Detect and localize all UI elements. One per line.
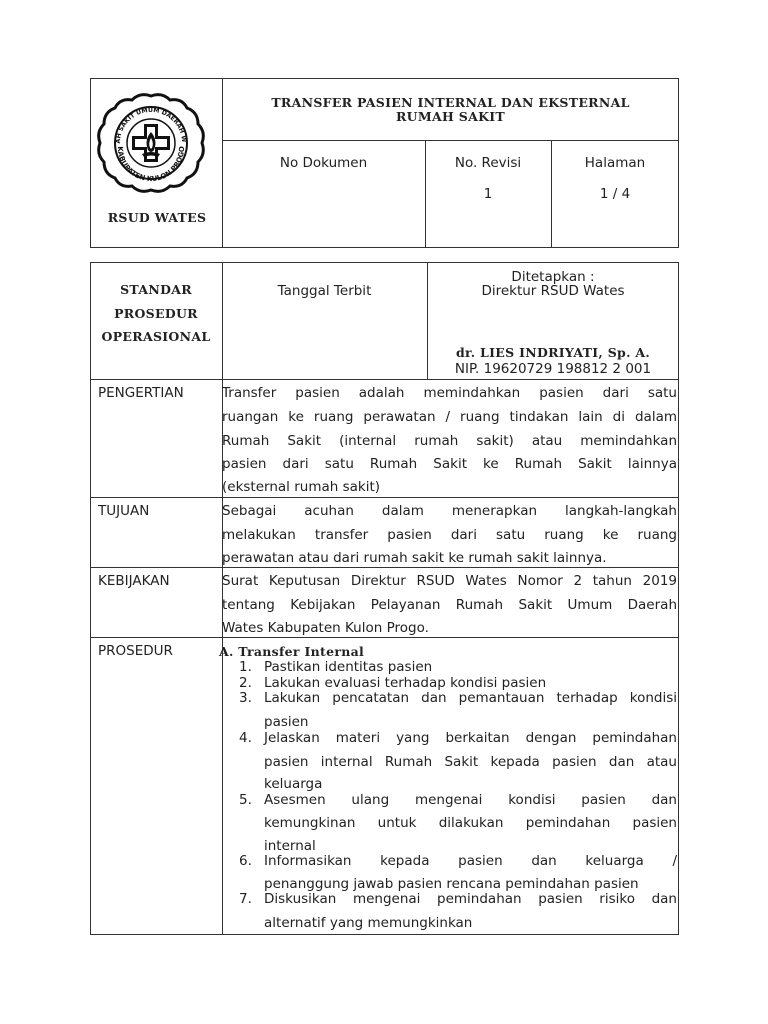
kebijakan-line: Surat Keputusan Direktur RSUD Wates Nomor 2 tahun 2019: [222, 573, 677, 589]
kebijakan-line: Wates Kabupaten Kulon Progo.: [222, 620, 429, 636]
step-number: 2.: [239, 675, 252, 691]
tujuan-label: TUJUAN: [98, 503, 150, 519]
step-text: Lakukan pencatatan dan pemantauan terhadap kondisi: [264, 690, 677, 706]
hospital-logo: [92, 90, 210, 195]
pengertian-line: pasien dari satu Rumah Sakit ke Rumah Sakit lainnya: [222, 456, 677, 472]
pengertian-line: Transfer pasien adalah memindahkan pasien dari satu: [222, 385, 677, 401]
pengertian-line: Rumah Sakit (internal rumah sakit) atau memindahkan: [222, 433, 677, 449]
step-number: 7.: [239, 891, 252, 907]
revisi-label: No. Revisi: [454, 155, 522, 171]
step-text: Jelaskan materi yang berkaitan dengan pemindahan: [264, 730, 677, 746]
pengertian-line: (eksternal rumah sakit): [222, 479, 381, 495]
tujuan-line: perawatan atau dari rumah sakit ke rumah sakit lainnya.: [222, 550, 607, 566]
prosedur-subheading: A. Transfer Internal: [219, 644, 365, 659]
step-text: keluarga: [264, 776, 323, 792]
prosedur-label: PROSEDUR: [98, 643, 173, 659]
row-divider: [90, 379, 679, 380]
signer-nip: NIP. 19620729 198812 2 001: [454, 361, 652, 377]
no-dokumen-label: No Dokumen: [279, 155, 368, 171]
step-number: 5.: [239, 792, 252, 808]
step-text: Lakukan evaluasi terhadap kondisi pasien: [264, 675, 547, 691]
pengertian-label: PENGERTIAN: [98, 385, 184, 401]
org-name: RSUD WATES: [107, 210, 207, 225]
signer-name: dr. LIES INDRIYATI, Sp. A.: [455, 345, 651, 360]
svg-text:RUMAH SAKIT UMUM DAERAH WATES: AH SAKIT UMUM DAERAH W: [114, 106, 188, 144]
ditetapkan-position: Direktur RSUD Wates: [481, 283, 625, 299]
kebijakan-label: KEBIJAKAN: [98, 573, 170, 589]
step-text: Diskusikan mengenai pemindahan pasien risiko dan: [264, 891, 677, 907]
svg-text:KABUPATEN KULON PROGO: KABUPATEN KULON PROGO: [115, 146, 187, 184]
tujuan-line: melakukan transfer pasien dari satu ruang ke ruang: [222, 527, 677, 543]
step-text: penanggung jawab pasien rencana pemindahan pasien: [264, 876, 639, 892]
sop-title: STANDAR: [120, 282, 192, 297]
step-text: alternatif yang memungkinkan: [264, 915, 473, 931]
step-number: 3.: [239, 690, 252, 706]
step-text: Pastikan identitas pasien: [264, 659, 433, 675]
step-text: pasien internal Rumah Sakit kepada pasien dan atau: [264, 754, 677, 770]
revisi-value: 1: [483, 186, 493, 202]
pengertian-line: ruangan ke ruang perawatan / ruang tindakan lain di dalam: [222, 409, 677, 425]
step-text: internal: [264, 838, 316, 854]
document-title: TRANSFER PASIEN INTERNAL DAN EKSTERNAL: [271, 95, 630, 110]
step-number: 1.: [239, 659, 252, 675]
halaman-value: 1 / 4: [599, 186, 631, 202]
step-number: 6.: [239, 853, 252, 869]
step-number: 4.: [239, 730, 252, 746]
tujuan-line: Sebagai acuhan dalam menerapkan langkah-langkah: [222, 503, 677, 519]
step-text: Informasikan kepada pasien dan keluarga /: [264, 853, 677, 869]
sop-title-line2: PROSEDUR: [114, 306, 198, 321]
step-text: kemungkinan untuk dilakukan pemindahan pasien: [264, 815, 677, 831]
step-text: Asesmen ulang mengenai kondisi pasien dan: [264, 792, 677, 808]
step-text: pasien: [264, 714, 309, 730]
sop-title-line3: OPERASIONAL: [101, 329, 211, 344]
document-title-line2: RUMAH SAKIT: [395, 109, 506, 124]
ditetapkan-label: Ditetapkan :: [511, 269, 595, 285]
header-divider: [222, 140, 679, 141]
halaman-label: Halaman: [584, 155, 646, 171]
tanggal-terbit-label: Tanggal Terbit: [277, 283, 372, 299]
kebijakan-line: tentang Kebijakan Pelayanan Rumah Sakit Umum Daerah: [222, 597, 677, 613]
